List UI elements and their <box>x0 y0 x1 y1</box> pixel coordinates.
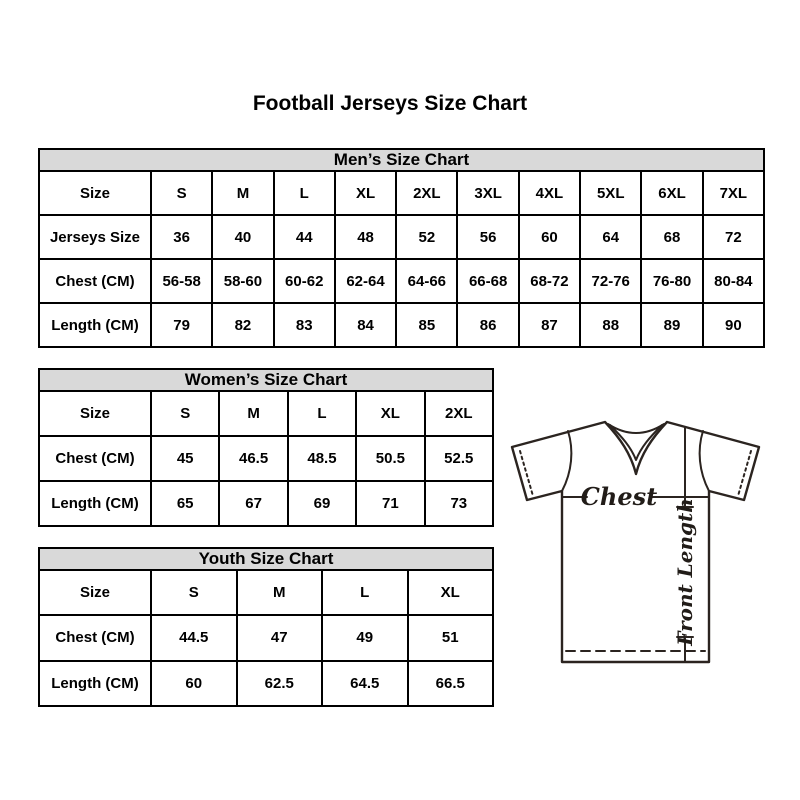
column-header: M <box>237 570 323 615</box>
column-header: M <box>219 391 287 436</box>
size-cell: 52.5 <box>425 436 493 481</box>
size-cell: 80-84 <box>703 259 764 303</box>
size-cell: 66-68 <box>457 259 518 303</box>
womens-table-title: Women’s Size Chart <box>39 369 493 391</box>
row-label: Size <box>39 391 151 436</box>
row-label: Length (CM) <box>39 661 151 706</box>
size-cell: 79 <box>151 303 212 347</box>
row-label: Chest (CM) <box>39 436 151 481</box>
size-cell: 56-58 <box>151 259 212 303</box>
size-cell: 69 <box>288 481 356 526</box>
column-header: 6XL <box>641 171 702 215</box>
size-cell: 87 <box>519 303 580 347</box>
youth-size-table <box>38 547 494 707</box>
size-cell: 66.5 <box>408 661 494 706</box>
column-header: L <box>322 570 408 615</box>
column-header: L <box>274 171 335 215</box>
size-cell: 50.5 <box>356 436 424 481</box>
size-cell: 64.5 <box>322 661 408 706</box>
column-header: 7XL <box>703 171 764 215</box>
front-length-measure-label: Front Length <box>673 498 697 646</box>
size-cell: 48.5 <box>288 436 356 481</box>
table-row <box>39 481 493 526</box>
column-header: XL <box>356 391 424 436</box>
column-header: 4XL <box>519 171 580 215</box>
size-cell: 58-60 <box>212 259 273 303</box>
size-cell: 47 <box>237 615 323 660</box>
size-cell: 71 <box>356 481 424 526</box>
row-label: Length (CM) <box>39 303 151 347</box>
jersey-measurement-diagram <box>500 400 770 670</box>
size-cell: 60 <box>519 215 580 259</box>
size-cell: 72 <box>703 215 764 259</box>
table-row <box>39 215 764 259</box>
table-row <box>39 303 764 347</box>
table-row <box>39 391 493 436</box>
table-row <box>39 661 493 706</box>
column-header: 2XL <box>425 391 493 436</box>
womens-size-table <box>38 368 494 527</box>
size-cell: 68-72 <box>519 259 580 303</box>
mens-table-title: Men’s Size Chart <box>39 149 764 171</box>
row-label: Length (CM) <box>39 481 151 526</box>
size-cell: 44 <box>274 215 335 259</box>
size-cell: 64 <box>580 215 641 259</box>
table-row <box>39 615 493 660</box>
table-title-row <box>39 149 764 171</box>
table-title-row <box>39 548 493 570</box>
table-title-row <box>39 369 493 391</box>
column-header: L <box>288 391 356 436</box>
chest-measure-label: Chest <box>580 482 658 511</box>
size-cell: 52 <box>396 215 457 259</box>
size-cell: 60 <box>151 661 237 706</box>
size-cell: 82 <box>212 303 273 347</box>
size-cell: 40 <box>212 215 273 259</box>
size-cell: 85 <box>396 303 457 347</box>
row-label: Size <box>39 171 151 215</box>
size-cell: 76-80 <box>641 259 702 303</box>
size-cell: 49 <box>322 615 408 660</box>
column-header: 2XL <box>396 171 457 215</box>
row-label: Size <box>39 570 151 615</box>
size-cell: 68 <box>641 215 702 259</box>
size-cell: 84 <box>335 303 396 347</box>
size-cell: 48 <box>335 215 396 259</box>
table-row <box>39 436 493 481</box>
size-cell: 64-66 <box>396 259 457 303</box>
row-label: Chest (CM) <box>39 259 151 303</box>
page-title: Football Jerseys Size Chart <box>252 92 528 115</box>
column-header: S <box>151 171 212 215</box>
size-cell: 67 <box>219 481 287 526</box>
row-label: Jerseys Size <box>39 215 151 259</box>
size-cell: 88 <box>580 303 641 347</box>
size-cell: 56 <box>457 215 518 259</box>
size-cell: 83 <box>274 303 335 347</box>
table-row <box>39 171 764 215</box>
size-cell: 60-62 <box>274 259 335 303</box>
size-cell: 86 <box>457 303 518 347</box>
size-cell: 62-64 <box>335 259 396 303</box>
mens-size-table <box>38 148 765 348</box>
column-header: M <box>212 171 273 215</box>
youth-table-title: Youth Size Chart <box>39 548 493 570</box>
size-cell: 46.5 <box>219 436 287 481</box>
size-cell: 51 <box>408 615 494 660</box>
column-header: 3XL <box>457 171 518 215</box>
table-row <box>39 259 764 303</box>
size-cell: 89 <box>641 303 702 347</box>
size-cell: 73 <box>425 481 493 526</box>
size-cell: 45 <box>151 436 219 481</box>
size-cell: 36 <box>151 215 212 259</box>
column-header: XL <box>408 570 494 615</box>
size-cell: 44.5 <box>151 615 237 660</box>
column-header: XL <box>335 171 396 215</box>
size-cell: 62.5 <box>237 661 323 706</box>
row-label: Chest (CM) <box>39 615 151 660</box>
size-cell: 72-76 <box>580 259 641 303</box>
column-header: S <box>151 391 219 436</box>
size-cell: 90 <box>703 303 764 347</box>
column-header: 5XL <box>580 171 641 215</box>
column-header: S <box>151 570 237 615</box>
size-cell: 65 <box>151 481 219 526</box>
table-row <box>39 570 493 615</box>
